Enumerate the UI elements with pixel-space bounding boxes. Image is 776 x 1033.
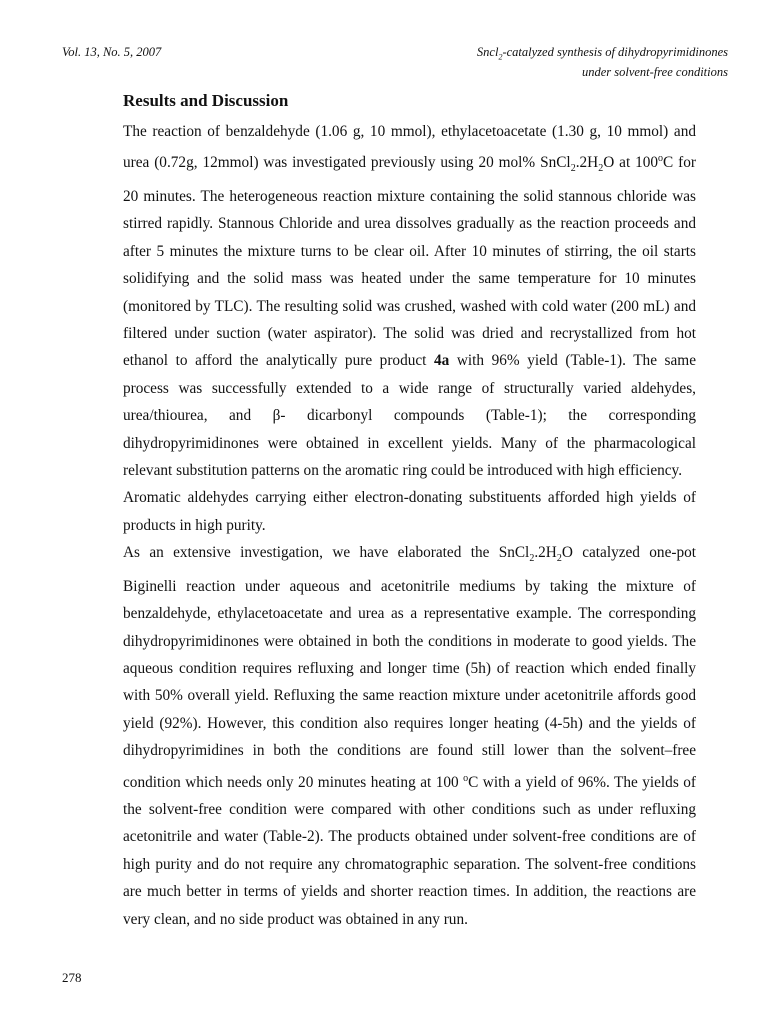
section-title: Results and Discussion [123, 91, 289, 110]
running-head-title-line2: under solvent-free conditions [581, 64, 728, 79]
compound-label: 4a [433, 352, 450, 370]
paragraph-2: Aromatic aldehydes carrying either electron-donating substituents afforded high yields of products in high purity. [123, 489, 696, 534]
running-head-volume: Vol. 13, No. 5, 2007 [62, 45, 162, 59]
running-head-title-line1: Sncl$_2$-catalyzed synthesis of dihydropyrimidinones [476, 45, 728, 62]
paragraph-1: The reaction of benzaldehyde (1.06 g, 10 mmol), ethylacetoacetate (1.30 g, 10 mmol) and urea (0.72g, 12mmol) was investigated previously using 20 mol% $SnCl_2.2H_2O$ at 100$^o$C for 20 minutes. The heterogeneous reaction mixture containing the solid stannous chloride was stirred rapidly. Stannous Chloride and urea dissolves gradually as the reaction proceeds and after 5 minutes the mixture turns to be clear oil. After 10 minutes of stirring, the oil starts solidifying and the solid mass was heated under the same temperature for 10 minutes (monitored by TLC). The resulting solid was crushed, washed with cold water (200 mL) and filtered under suction (water aspirator). The solid was dried and recrystallized from hot ethanol to afford the analytically pure product 4a with 96% yield (Table-1). The same process was successfully extended to a wide range of structurally varied aldehydes, urea/thiourea, and β- dicarbonyl compounds (Table-1); the corresponding dihydropyrimidinones were obtained in excellent yields. Many of the pharmacological relevant substitution patterns on the aromatic ring could be introduced with high efficiency. [123, 123, 696, 480]
paragraph-3: As an extensive investigation, we have elaborated the $SnCl_2.2H_2O$ catalyzed one-pot Biginelli reaction under aqueous and acetonitrile mediums by taking the mixture of benzaldehyde, ethylacetoacetate and urea as a representative example. The corresponding dihydropyrimidinones were obtained in both the conditions in moderate to good yields. The aqueous condition requires refluxing and longer time (5h) of reaction which ended finally with 50% overall yield. Refluxing the same reaction mixture under acetonitrile affords good yield (92%). However, this condition also requires longer heating (4-5h) and the yields of dihydropyrimidines in both the conditions are found still lower than the solvent–free condition which needs only 20 minutes heating at 100 $^o$C with a yield of 96%. The yields of the solvent-free condition were compared with other conditions such as under refluxing acetonitrile and water (Table-2). The products obtained under solvent-free conditions are of high purity and do not require any chromatographic separation. The solvent-free conditions are much better in terms of yields and shorter reaction times. In addition, the reactions are very clean, and no side product was obtained in any run. [123, 544, 696, 928]
page-number: 278 [62, 970, 82, 985]
body-text [123, 118, 696, 933]
running-head-title [477, 45, 728, 80]
